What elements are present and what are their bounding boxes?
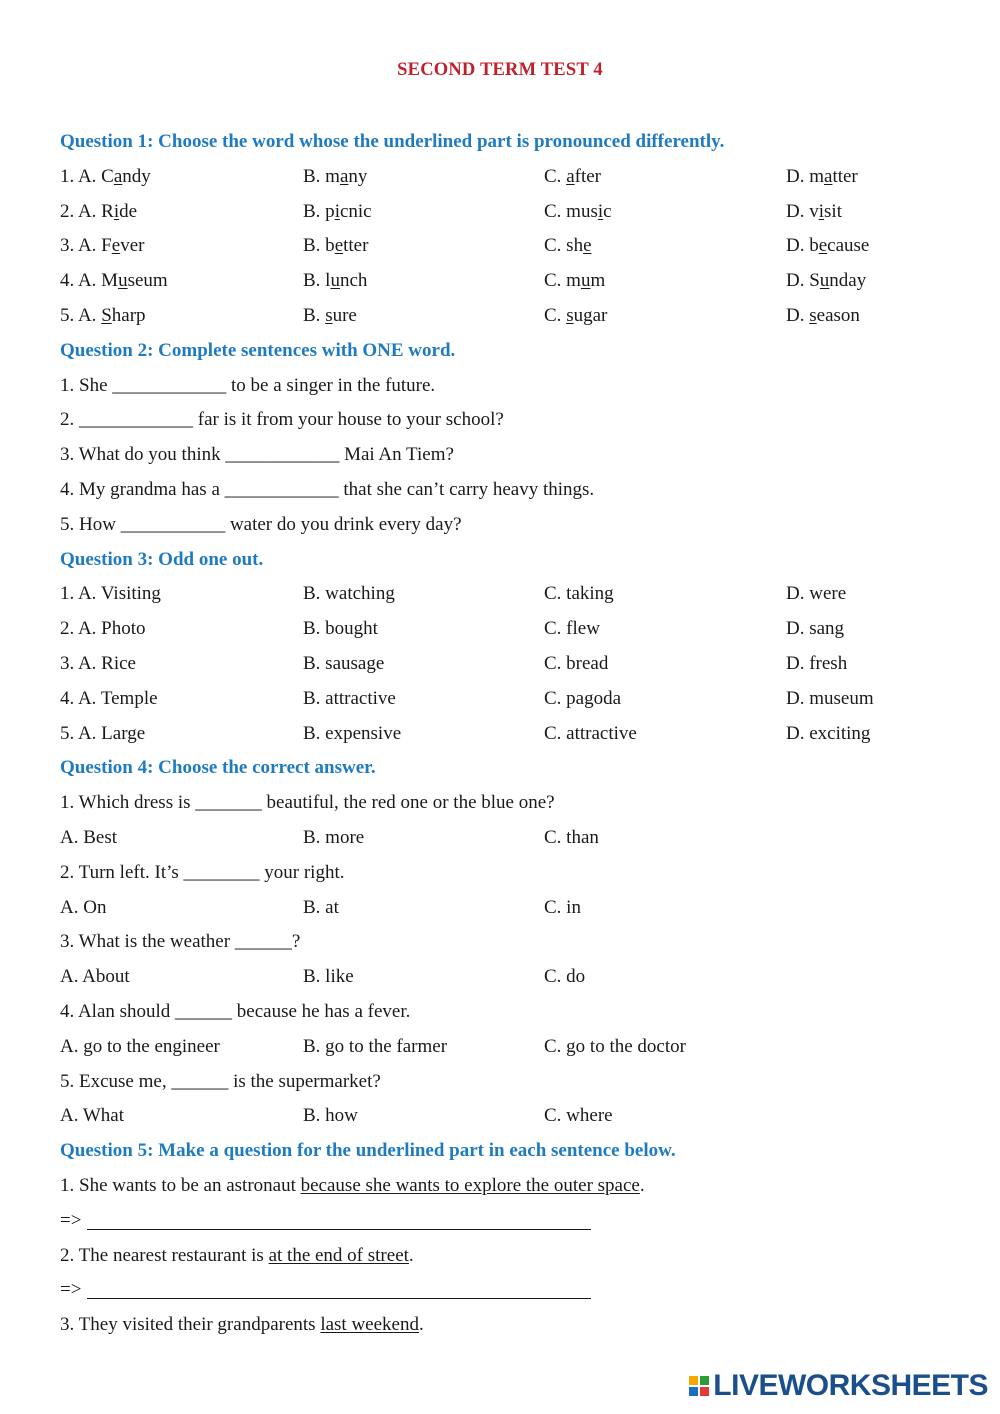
underlined-part: s xyxy=(809,304,817,326)
underlined-part: i xyxy=(597,200,604,222)
answer-line[interactable] xyxy=(60,1204,960,1239)
option: D. fresh xyxy=(786,652,848,674)
word-suffix: ndy xyxy=(122,165,151,187)
underlined-part: u xyxy=(330,270,340,292)
option xyxy=(786,160,858,195)
sentence xyxy=(60,1245,414,1266)
option-word xyxy=(303,305,357,326)
option xyxy=(60,195,137,230)
option xyxy=(786,299,860,334)
worksheet-content xyxy=(60,125,960,1343)
word-suffix: de xyxy=(119,200,138,222)
word-suffix: harp xyxy=(111,304,146,326)
question-3-row xyxy=(60,647,960,682)
option: A. On xyxy=(60,896,107,918)
question-2-item: 1. She ____________ to be a singer in the future. xyxy=(60,374,436,396)
option: C. pagoda xyxy=(544,687,622,709)
option xyxy=(60,229,144,264)
question-5-item xyxy=(60,1308,960,1343)
option xyxy=(544,195,612,230)
underlined-part: s xyxy=(325,304,333,326)
option: D. exciting xyxy=(786,722,871,744)
word-suffix: ny xyxy=(348,165,368,187)
word-prefix: 1. She wants to be an astronaut xyxy=(60,1174,301,1196)
option: D. were xyxy=(786,583,847,605)
underlined-part: a xyxy=(566,165,575,187)
option: 1. A. Visiting xyxy=(60,583,161,605)
question-4-options xyxy=(60,891,960,926)
question-5-item xyxy=(60,1169,960,1204)
question-2-item: 4. My grandma has a ____________ that she can’t carry heavy things. xyxy=(60,478,595,500)
option: B. expensive xyxy=(303,722,402,744)
word-prefix: D. xyxy=(786,304,810,326)
underlined-part: e xyxy=(583,235,592,257)
mark-square xyxy=(689,1376,698,1385)
mark-square xyxy=(700,1376,709,1385)
question-1-row xyxy=(60,160,960,195)
question-3-row xyxy=(60,717,960,752)
option: D. museum xyxy=(786,687,874,709)
option: B. go to the farmer xyxy=(303,1035,448,1057)
answer-blank[interactable] xyxy=(87,1276,591,1299)
underlined-part: i xyxy=(818,200,825,222)
option: B. how xyxy=(303,1105,358,1127)
option: B. more xyxy=(303,826,365,848)
question-4-item: 1. Which dress is _______ beautiful, the red one or the blue one? xyxy=(60,792,555,814)
word-suffix: fter xyxy=(574,165,601,187)
word-suffix: ugar xyxy=(573,304,608,326)
word-prefix: D. S xyxy=(786,270,820,292)
word-prefix: B. l xyxy=(303,270,331,292)
word-prefix: 4. A. M xyxy=(60,270,119,292)
option: A. About xyxy=(60,966,130,988)
option: C. do xyxy=(544,966,586,988)
word-prefix: D. m xyxy=(786,165,824,187)
option: C. where xyxy=(544,1105,613,1127)
word-prefix: B. xyxy=(303,304,326,326)
option: B. attractive xyxy=(303,687,396,709)
option: 2. A. Photo xyxy=(60,618,146,640)
underlined-part: a xyxy=(339,165,349,187)
word-suffix: eason xyxy=(816,304,860,326)
word-prefix: 3. A. F xyxy=(60,235,112,257)
underlined-part: i xyxy=(334,200,340,222)
word-prefix: 2. The nearest restaurant is xyxy=(60,1244,269,1266)
word-suffix: m xyxy=(590,270,606,292)
option xyxy=(303,229,368,264)
option-word xyxy=(60,305,146,326)
word-prefix: C. xyxy=(544,165,567,187)
word-suffix: . xyxy=(408,1244,414,1266)
underlined-part: u xyxy=(580,270,591,292)
option-word xyxy=(303,270,367,291)
option-word xyxy=(786,166,858,187)
word-suffix: . xyxy=(418,1314,424,1336)
option: A. What xyxy=(60,1105,125,1127)
option-word xyxy=(786,270,866,291)
underlined-part: a xyxy=(113,165,123,187)
option: C. attractive xyxy=(544,722,637,744)
question-4-options xyxy=(60,1030,960,1065)
liveworksheets-logo xyxy=(689,1368,988,1404)
option-word xyxy=(60,201,137,222)
question-4-options xyxy=(60,821,960,856)
option-word xyxy=(544,235,592,256)
word-prefix: D. b xyxy=(786,235,819,257)
underlined-part: i xyxy=(113,200,120,222)
option xyxy=(60,160,151,195)
question-1-heading: Question 1: Choose the word whose the underlined part is pronounced differently. xyxy=(60,131,725,152)
sentence xyxy=(60,1314,424,1335)
answer-line[interactable] xyxy=(60,1273,960,1308)
option-word xyxy=(60,270,168,291)
liveworksheets-brand-text: LIVEWORKSHEETS xyxy=(713,1369,988,1402)
question-4-options xyxy=(60,1099,960,1134)
answer-prefix: => xyxy=(60,1209,82,1231)
word-prefix: 3. They visited their grandparents xyxy=(60,1314,321,1336)
question-4-item: 2. Turn left. It’s ________ your right. xyxy=(60,861,345,883)
question-1-row xyxy=(60,264,960,299)
mark-square xyxy=(689,1387,698,1396)
question-1-row xyxy=(60,229,960,264)
underlined-part: u xyxy=(819,270,830,292)
option-word xyxy=(544,270,605,291)
word-prefix: C. sh xyxy=(544,235,584,257)
option: C. in xyxy=(544,896,581,918)
question-2-heading: Question 2: Complete sentences with ONE word. xyxy=(60,339,456,361)
question-3-row xyxy=(60,682,960,717)
option: B. watching xyxy=(303,583,395,605)
option: C. go to the doctor xyxy=(544,1035,686,1057)
option: A. go to the engineer xyxy=(60,1035,220,1057)
word-suffix: ure xyxy=(332,304,357,326)
question-2-item: 3. What do you think ____________ Mai An Tiem? xyxy=(60,444,454,466)
word-prefix: C. xyxy=(544,304,567,326)
question-4-item: 3. What is the weather ______? xyxy=(60,931,301,953)
underlined-part: e xyxy=(111,235,121,257)
option: A. Best xyxy=(60,826,117,848)
answer-prefix: => xyxy=(60,1279,82,1301)
option xyxy=(786,195,842,230)
underlined-part: last weekend xyxy=(320,1314,419,1336)
answer-blank[interactable] xyxy=(87,1207,591,1230)
option: B. sausage xyxy=(303,652,385,674)
option-word xyxy=(786,235,869,256)
word-suffix: sit xyxy=(824,200,842,222)
option: B. bought xyxy=(303,618,378,640)
option-word xyxy=(544,166,601,187)
word-suffix: ver xyxy=(120,235,145,257)
option xyxy=(544,264,605,299)
word-suffix: cause xyxy=(827,235,870,257)
option xyxy=(60,264,168,299)
mark-square xyxy=(700,1387,709,1396)
word-suffix: cnic xyxy=(339,200,372,222)
option xyxy=(303,299,357,334)
option xyxy=(544,299,607,334)
word-suffix: tter xyxy=(832,165,858,187)
word-prefix: D. v xyxy=(786,200,819,222)
option-word xyxy=(60,235,144,256)
option-word xyxy=(303,235,368,256)
underlined-part: u xyxy=(118,270,128,292)
option: C. bread xyxy=(544,652,609,674)
underlined-part: e xyxy=(818,235,828,257)
option: D. sang xyxy=(786,618,845,640)
option: C. flew xyxy=(544,618,600,640)
option: 3. A. Rice xyxy=(60,652,136,674)
option xyxy=(786,229,869,264)
option xyxy=(786,264,866,299)
question-4-options xyxy=(60,960,960,995)
option xyxy=(544,160,601,195)
question-2-item: 5. How ___________ water do you drink every day? xyxy=(60,513,462,535)
question-3-row xyxy=(60,612,960,647)
question-4-item: 5. Excuse me, ______ is the supermarket? xyxy=(60,1070,381,1092)
word-suffix: c xyxy=(603,200,612,222)
option xyxy=(303,195,372,230)
underlined-part: S xyxy=(101,304,112,326)
word-prefix: C. mus xyxy=(544,200,598,222)
option xyxy=(303,160,367,195)
option-word xyxy=(544,201,612,222)
question-2-item: 2. ____________ far is it from your house to your school? xyxy=(60,409,504,431)
option-word xyxy=(786,201,842,222)
option xyxy=(303,264,367,299)
option: C. than xyxy=(544,826,599,848)
question-3-heading: Question 3: Odd one out. xyxy=(60,548,264,570)
option-word xyxy=(544,305,607,326)
question-1-row xyxy=(60,299,960,334)
word-prefix: 2. A. R xyxy=(60,200,114,222)
question-4-item: 4. Alan should ______ because he has a fever. xyxy=(60,1000,411,1022)
option xyxy=(544,229,592,264)
page-title: SECOND TERM TEST 4 xyxy=(397,60,603,80)
liveworksheets-mark-icon xyxy=(689,1376,709,1396)
option: C. taking xyxy=(544,583,614,605)
option-word xyxy=(60,166,151,187)
option: 4. A. Temple xyxy=(60,687,158,709)
word-suffix: nch xyxy=(339,270,368,292)
sentence xyxy=(60,1175,645,1196)
underlined-part: at the end of street xyxy=(268,1244,409,1266)
underlined-part: because she wants to explore the outer space xyxy=(300,1174,640,1196)
question-4-heading: Question 4: Choose the correct answer. xyxy=(60,757,376,779)
word-suffix: . xyxy=(639,1174,645,1196)
word-suffix: tter xyxy=(343,235,369,257)
option xyxy=(60,299,146,334)
word-suffix: nday xyxy=(829,270,867,292)
word-prefix: 5. A. xyxy=(60,304,102,326)
option-word xyxy=(303,166,367,187)
word-prefix: C. m xyxy=(544,270,581,292)
word-prefix: B. m xyxy=(303,165,340,187)
question-3-row xyxy=(60,577,960,612)
word-suffix: seum xyxy=(127,270,168,292)
word-prefix: B. p xyxy=(303,200,335,222)
option: B. at xyxy=(303,896,339,918)
question-1-row xyxy=(60,195,960,230)
word-prefix: 1. A. C xyxy=(60,165,114,187)
option: 5. A. Large xyxy=(60,722,146,744)
underlined-part: a xyxy=(824,165,833,187)
question-5-heading: Question 5: Make a question for the underlined part in each sentence below. xyxy=(60,1140,676,1162)
option-word xyxy=(786,305,860,326)
word-prefix: B. b xyxy=(303,235,335,257)
underlined-part: e xyxy=(334,235,344,257)
option: B. like xyxy=(303,966,354,988)
underlined-part: s xyxy=(566,304,574,326)
option-word xyxy=(303,201,372,222)
question-5-item xyxy=(60,1239,960,1274)
